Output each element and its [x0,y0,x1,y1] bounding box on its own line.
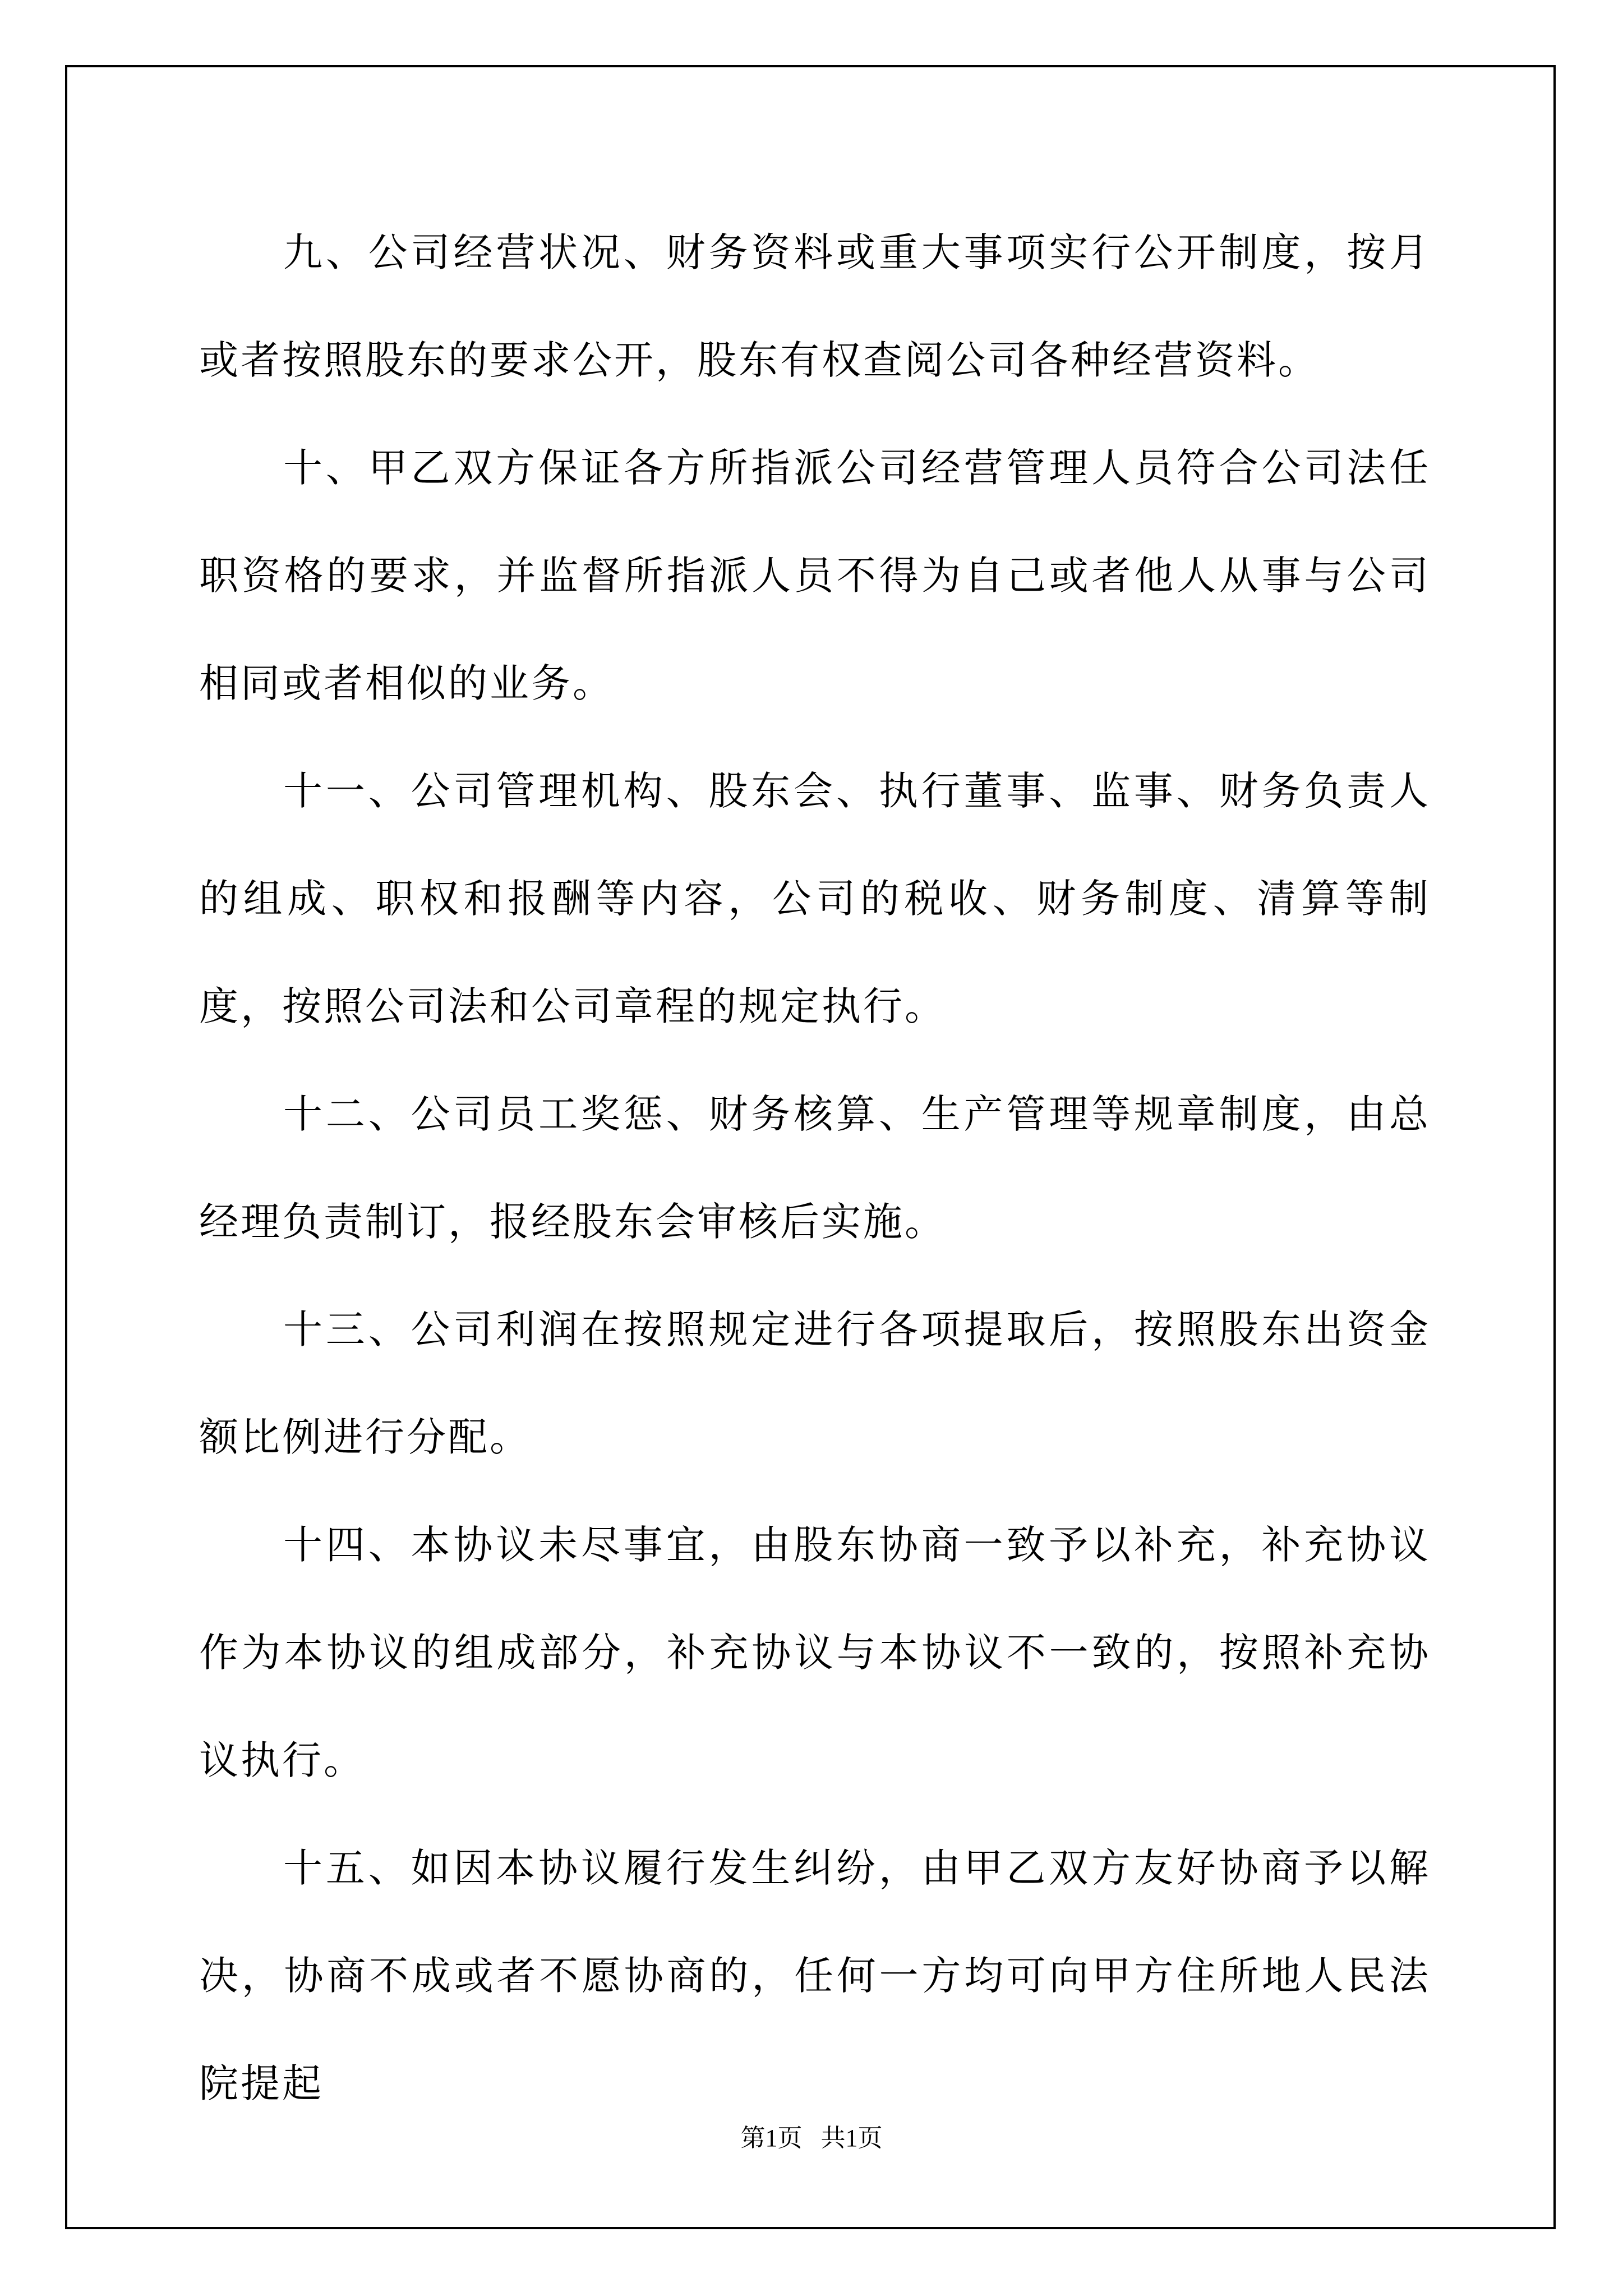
clause-13: 十三、公司利润在按照规定进行各项提取后，按照股东出资金额比例进行分配。 [199,1306,1431,1460]
clause-11: 十一、公司管理机构、股东会、执行董事、监事、财务负责人的组成、职权和报酬等内容，公司的税收、财务制度、清算等制度，按照公司法和公司章程的规定执行。 [199,768,1431,1029]
page-number: 第1页 [740,2124,803,2152]
page-footer [0,2122,1623,2155]
clause-15: 十五、如因本协议履行发生纠纷，由甲乙双方友好协商予以解决，协商不成或者不愿协商的，任何一方均可向甲方住所地人民法院提起 [199,1845,1431,2106]
clause-10: 十、甲乙双方保证各方所指派公司经营管理人员符合公司法任职资格的要求，并监督所指派人员不得为自己或者他人从事与公司相同或者相似的业务。 [199,445,1431,706]
clause-14: 十四、本协议未尽事宜，由股东协商一致予以补充，补充协议作为本协议的组成部分，补充协议与本协议不一致的，按照补充协议执行。 [199,1522,1431,1783]
clause-9: 九、公司经营状况、财务资料或重大事项实行公开制度，按月或者按照股东的要求公开，股东有权查阅公司各种经营资料。 [199,229,1431,383]
clause-12: 十二、公司员工奖惩、财务核算、生产管理等规章制度，由总经理负责制订，报经股东会审核后实施。 [199,1091,1431,1245]
page-total: 共1页 [820,2124,883,2152]
